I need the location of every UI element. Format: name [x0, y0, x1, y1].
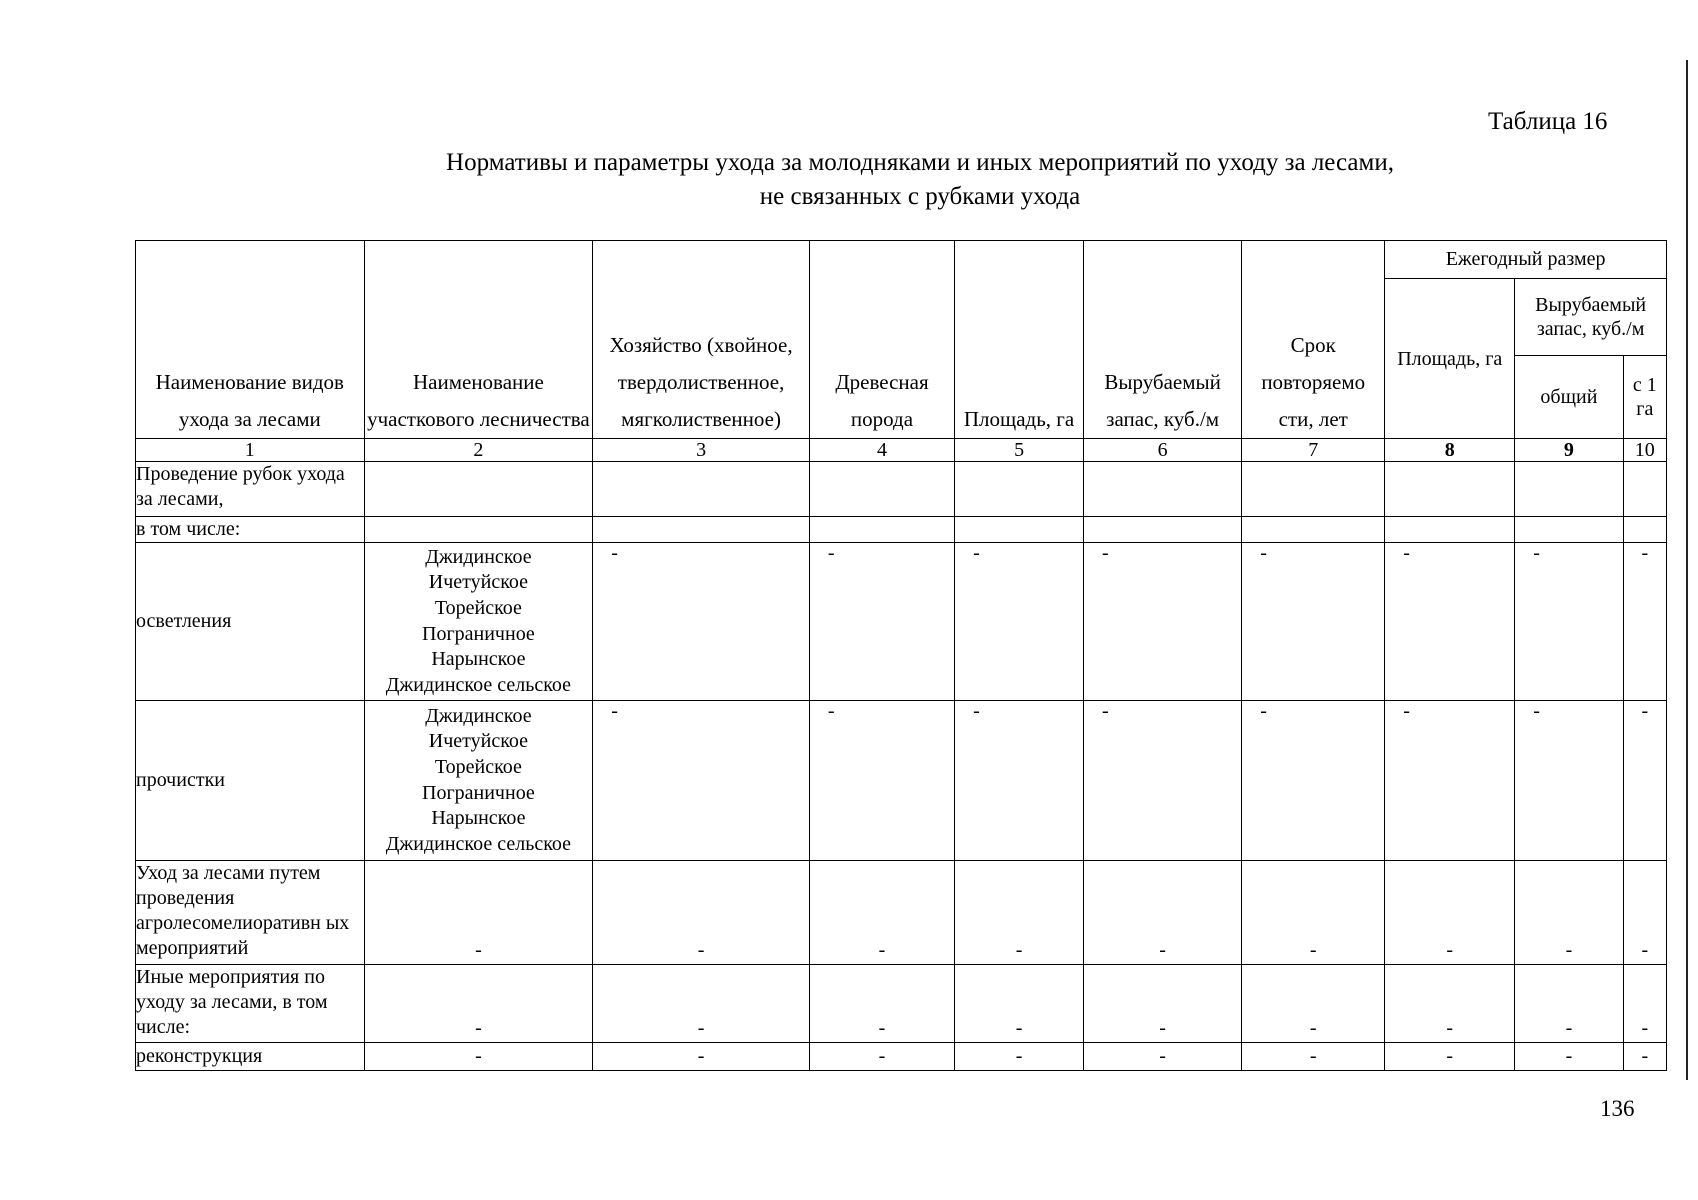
dash-cell: -: [1242, 701, 1385, 861]
column-number: 9: [1515, 439, 1623, 462]
forestry-list: [364, 543, 593, 701]
dash-cell: -: [364, 965, 593, 1043]
forestry-name: Торейское: [434, 755, 522, 778]
dash-cell: -: [1515, 701, 1623, 861]
table-row: [136, 1043, 1667, 1071]
table-title-line-2: не связанных с рубками ухода: [759, 183, 1081, 210]
dash-cell: -: [1515, 965, 1623, 1043]
header-row-1: [136, 241, 1667, 279]
header-col-forestry: Наименование участкового лесничества: [364, 241, 593, 439]
forestry-name: Ичетуйское: [428, 571, 529, 594]
table-row: [136, 861, 1667, 965]
dash-cell: -: [1515, 861, 1623, 965]
dash-cell: -: [955, 701, 1084, 861]
header-annual-size: Ежегодный размер: [1385, 241, 1667, 279]
forestry-name: Джидинское: [425, 545, 532, 568]
forestry-name: Нарынское: [431, 807, 526, 830]
dash-cell: -: [1623, 543, 1666, 701]
column-number: 2: [364, 439, 593, 462]
row-label-including: в том числе:: [136, 517, 365, 543]
dash-cell: -: [364, 1043, 593, 1071]
header-col-area: Площадь, га: [955, 241, 1084, 439]
table-row: [136, 701, 1667, 861]
header-col-economy: Хозяйство (хвойное, твердолиственное, мягколиственное): [593, 241, 810, 439]
row-label-other: Иные мероприятия по уходу за лесами, в том числе:: [136, 965, 365, 1043]
forestry-name: Джидинское: [425, 704, 532, 727]
column-number: 4: [809, 439, 954, 462]
column-number: 1: [136, 439, 365, 462]
dash-cell: -: [1084, 701, 1242, 861]
forestry-name: Торейское: [434, 596, 522, 619]
dash-cell: -: [809, 701, 954, 861]
table-title-line-1: Нормативы и параметры ухода за молодняками и иных мероприятий по уходу за лесами,: [446, 149, 1394, 176]
dash-cell: -: [1623, 701, 1666, 861]
header-col-species: Древесная порода: [809, 241, 954, 439]
header-col-volume: Вырубаемый запас, куб./м: [1084, 241, 1242, 439]
table-row: [136, 462, 1667, 517]
dash-cell: -: [1385, 965, 1515, 1043]
header-annual-area: Площадь, га: [1385, 279, 1515, 439]
row-label-reconstruction: реконструкция: [136, 1043, 365, 1071]
column-number: 7: [1242, 439, 1385, 462]
dash-cell: -: [1084, 965, 1242, 1043]
column-number: 6: [1084, 439, 1242, 462]
header-annual-volume: Вырубаемый запас, куб./м: [1515, 279, 1667, 356]
forestry-list: [364, 701, 593, 861]
dash-cell: -: [809, 965, 954, 1043]
dash-cell: -: [593, 1043, 810, 1071]
dash-cell: -: [1385, 543, 1515, 701]
norms-table: [135, 240, 1667, 1071]
page-edge-line: [1686, 60, 1688, 1080]
dash-cell: -: [1385, 701, 1515, 861]
dash-cell: -: [1515, 1043, 1623, 1071]
column-number: 10: [1623, 439, 1666, 462]
dash-cell: -: [1623, 965, 1666, 1043]
table-row: [136, 517, 1667, 543]
dash-cell: -: [593, 861, 810, 965]
dash-cell: -: [593, 543, 810, 701]
dash-cell: -: [1242, 543, 1385, 701]
table-row: [136, 543, 1667, 701]
dash-cell: -: [1623, 861, 1666, 965]
column-number: 5: [955, 439, 1084, 462]
header-annual-volume-total: общий: [1515, 356, 1623, 439]
row-label-clearing: осветления: [136, 543, 365, 701]
dash-cell: -: [955, 1043, 1084, 1071]
forestry-name: Нарынское: [431, 648, 526, 671]
dash-cell: -: [1623, 1043, 1666, 1071]
forestry-name: Ичетуйское: [428, 730, 529, 753]
dash-cell: -: [1242, 965, 1385, 1043]
forestry-name: Джидинское сельское: [385, 832, 572, 855]
row-label-thinning: Проведение рубок ухода за лесами,: [136, 462, 365, 517]
header-col-type: Наименование видов ухода за лесами: [136, 241, 365, 439]
row-label-cleaning: прочистки: [136, 701, 365, 861]
table-number-label: Таблица 16: [1488, 108, 1608, 135]
dash-cell: -: [593, 701, 810, 861]
dash-cell: -: [809, 543, 954, 701]
forestry-name: Джидинское сельское: [385, 673, 572, 696]
dash-cell: -: [593, 965, 810, 1043]
dash-cell: -: [364, 861, 593, 965]
dash-cell: -: [1385, 861, 1515, 965]
row-label-agro: Уход за лесами путем проведения агролесомелиоративн ых мероприятий: [136, 861, 365, 965]
column-numbers-row: [136, 439, 1667, 462]
dash-cell: -: [1515, 543, 1623, 701]
dash-cell: -: [955, 861, 1084, 965]
forestry-name: Пограничное: [422, 781, 535, 804]
column-number: 8: [1385, 439, 1515, 462]
dash-cell: -: [1242, 861, 1385, 965]
page-number: 136: [1600, 1096, 1635, 1121]
forestry-name: Пограничное: [422, 622, 535, 645]
dash-cell: -: [1242, 1043, 1385, 1071]
dash-cell: -: [809, 861, 954, 965]
header-annual-volume-per-ha: с 1 га: [1623, 356, 1666, 439]
column-number: 3: [593, 439, 810, 462]
dash-cell: -: [1084, 543, 1242, 701]
header-col-period: Срок повторяемо сти, лет: [1242, 241, 1385, 439]
dash-cell: -: [1084, 861, 1242, 965]
table-title: [320, 146, 1520, 214]
dash-cell: -: [955, 543, 1084, 701]
dash-cell: -: [809, 1043, 954, 1071]
dash-cell: -: [955, 965, 1084, 1043]
dash-cell: -: [1385, 1043, 1515, 1071]
dash-cell: -: [1084, 1043, 1242, 1071]
table-row: [136, 965, 1667, 1043]
